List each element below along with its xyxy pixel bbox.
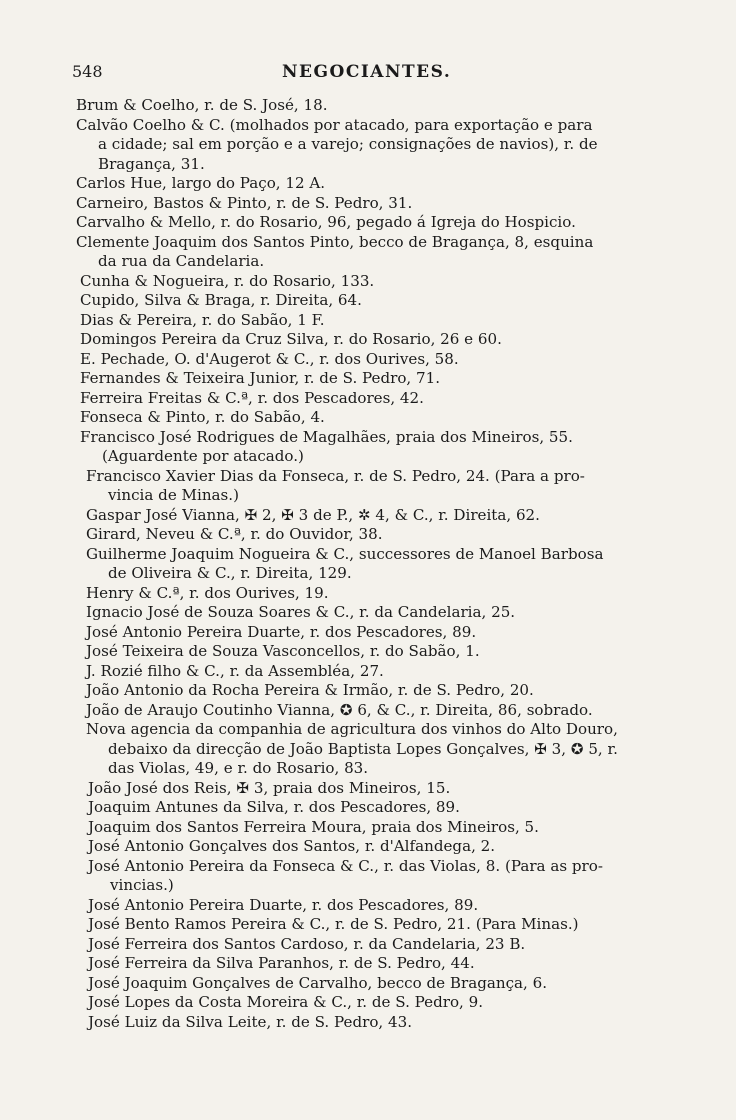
entry-line: Domingos Pereira da Cruz Silva, r. do Rosario, 26 e 60. [80,330,502,348]
merchant-entry [88,779,736,799]
entry-line: José Antonio Gonçalves dos Santos, r. d'Alfandega, 2. [88,837,496,855]
merchant-entry [86,603,736,623]
merchant-entry [86,720,736,779]
running-title: NEGOCIANTES. [282,62,452,82]
entry-line: José Ferreira dos Santos Cardoso, r. da Candelaria, 23 B. [88,934,526,953]
merchant-entry [88,818,736,838]
entry-line: Ignacio José de Souza Soares & C., r. da Candelaria, 25. [86,603,516,621]
merchant-entry [86,525,736,545]
page-number: 548 [72,62,103,81]
merchant-entry [80,291,736,311]
merchant-entry [88,915,736,935]
merchant-entry [76,194,736,214]
merchant-entry [76,96,736,116]
entry-continuation-line: Bragança, 31. [98,154,205,173]
merchant-entry [88,1013,736,1033]
merchant-entry [76,174,736,194]
entry-line: Cunha & Nogueira, r. do Rosario, 133. [80,271,375,290]
entry-continuation-line: (Aguardente por atacado.) [102,447,304,465]
entry-line: E. Pechade, O. d'Augerot & C., r. dos Ourives, 58. [80,349,459,368]
entry-line: Carneiro, Bastos & Pinto, r. de S. Pedro, 31. [76,193,413,212]
entry-line: José Ferreira da Silva Paranhos, r. de S. Pedro, 44. [88,954,475,972]
entry-line: Joaquim dos Santos Ferreira Moura, praia dos Mineiros, 5. [88,817,539,836]
entry-continuation-line: vincias.) [110,876,174,894]
entry-line: Gaspar José Vianna, ✠ 2, ✠ 3 de P., ✲ 4, & C., r. Direita, 62. [86,505,540,524]
merchant-entry [80,350,736,370]
entry-line: José Antonio Pereira Duarte, r. dos Pescadores, 89. [88,895,479,914]
entry-continuation-line: debaixo da direcção de João Baptista Lopes Gonçalves, ✠ 3, ✪ 5, r. [108,739,618,758]
entry-line: Calvão Coelho & C. (molhados por atacado, para exportação e para [76,115,593,134]
merchant-entry [88,954,736,974]
merchant-entry [88,935,736,955]
entry-line: José Bento Ramos Pereira & C., r. de S. Pedro, 21. (Para Minas.) [88,915,579,933]
merchant-entry [86,506,736,526]
merchant-entry [80,330,736,350]
entry-line: Carlos Hue, largo do Paço, 12 A. [76,174,326,192]
entry-line: José Antonio Pereira Duarte, r. dos Pescadores, 89. [86,622,477,641]
page-header [72,62,672,86]
entry-line: Guilherme Joaquim Nogueira & C., successores de Manoel Barbosa [86,544,604,563]
merchant-entry [86,662,736,682]
merchant-entry [88,837,736,857]
merchant-entry [86,584,736,604]
entry-line: Brum & Coelho, r. de S. José, 18. [76,96,328,114]
merchant-entry [88,974,736,994]
merchant-list [0,96,736,1032]
entry-continuation-line: das Violas, 49, e r. do Rosario, 83. [108,759,369,777]
merchant-entry [80,311,736,331]
merchant-entry [80,272,736,292]
merchant-entry [88,798,736,818]
merchant-entry [80,389,736,409]
entry-line: Fernandes & Teixeira Junior, r. de S. Pedro, 71. [80,369,441,387]
merchant-entry [86,545,736,584]
entry-continuation-line: da rua da Candelaria. [98,252,265,270]
entry-line: José Antonio Pereira da Fonseca & C., r. das Violas, 8. (Para as pro- [88,856,603,875]
entry-line: Carvalho & Mello, r. do Rosario, 96, pegado á Igreja do Hospicio. [76,213,576,231]
merchant-entry [86,467,736,506]
entry-line: Nova agencia da companhia de agricultura dos vinhos do Alto Douro, [86,720,618,738]
entry-continuation-line: vincia de Minas.) [108,486,239,504]
entry-line: Dias & Pereira, r. do Sabão, 1 F. [80,310,325,329]
merchant-entry [88,857,736,896]
merchant-entry [88,993,736,1013]
entry-line: J. Rozié filho & C., r. da Assembléa, 27. [86,661,384,680]
merchant-entry [76,213,736,233]
entry-line: Girard, Neveu & C.ª, r. do Ouvidor, 38. [86,525,383,543]
entry-line: José Joaquim Gonçalves de Carvalho, becco de Bragança, 6. [88,973,548,992]
entry-line: Fonseca & Pinto, r. do Sabão, 4. [80,408,325,426]
entry-line: Cupido, Silva & Braga, r. Direita, 64. [80,291,362,309]
entry-line: Joaquim Antunes da Silva, r. dos Pescadores, 89. [88,798,460,816]
entry-continuation-line: de Oliveira & C., r. Direita, 129. [108,564,352,582]
entry-line: Ferreira Freitas & C.ª, r. dos Pescadores, 42. [80,388,424,407]
merchant-entry [76,233,736,272]
entry-line: João de Araujo Coutinho Vianna, ✪ 6, & C., r. Direita, 86, sobrado. [86,700,593,719]
entry-line: Francisco José Rodrigues de Magalhães, praia dos Mineiros, 55. [80,427,573,446]
merchant-entry [86,701,736,721]
entry-line: Clemente Joaquim dos Santos Pinto, becco de Bragança, 8, esquina [76,232,594,251]
entry-line: José Luiz da Silva Leite, r. de S. Pedro, 43. [88,1012,413,1031]
entry-line: João Antonio da Rocha Pereira & Irmão, r. de S. Pedro, 20. [86,681,534,699]
entry-line: Francisco Xavier Dias da Fonseca, r. de S. Pedro, 24. (Para a pro- [86,466,585,485]
entry-line: José Lopes da Costa Moreira & C., r. de S. Pedro, 9. [88,993,484,1011]
merchant-entry [86,642,736,662]
entry-continuation-line: a cidade; sal em porção e a varejo; consignações de navios), r. de [98,135,598,153]
merchant-entry [80,428,736,467]
merchant-entry [88,896,736,916]
merchant-entry [80,408,736,428]
entry-line: José Teixeira de Souza Vasconcellos, r. do Sabão, 1. [86,642,480,660]
entry-line: Henry & C.ª, r. dos Ourives, 19. [86,583,329,602]
entry-line: João José dos Reis, ✠ 3, praia dos Mineiros, 15. [88,778,451,797]
merchant-entry [80,369,736,389]
merchant-entry [86,681,736,701]
merchant-entry [76,116,736,175]
merchant-entry [86,623,736,643]
